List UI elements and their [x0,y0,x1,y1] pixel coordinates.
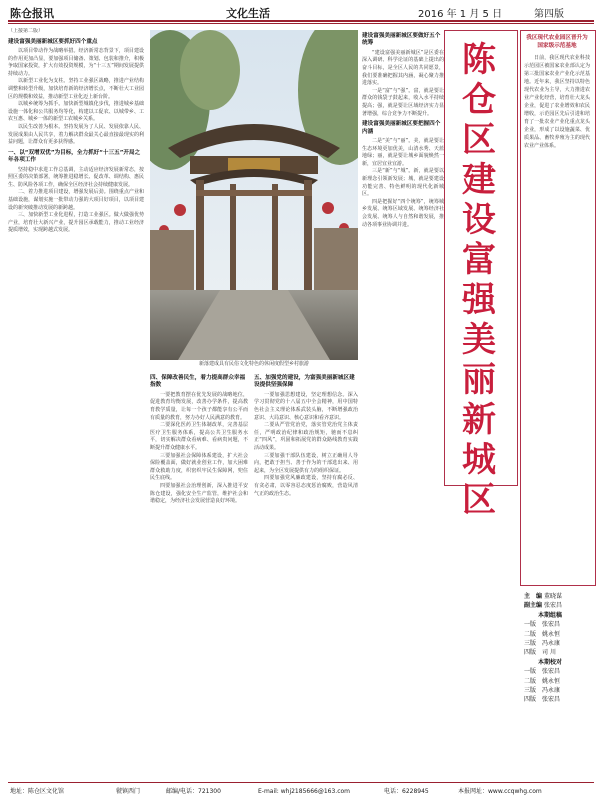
masthead-name: 张宏昌 [542,621,561,629]
masthead [524,592,590,705]
archway-photo [150,30,358,360]
section-heading: 五、加强党的建设，为富强美丽新城区建设提供坚强保障 [254,375,355,389]
feature-title-char: 城 [462,440,496,480]
paragraph: 二是“美”与“丽”。美，就是要让生态环境更加优美，山清水秀、天蓝地绿；丽，就是要让城乡面貌焕然一新，宜居宜业宜游。 [362,137,444,167]
paragraph: 二要深化医药卫生体制改革，完善基层医疗卫生服务体系，提高公共卫生服务水平，切实解决群众看病难、看病贵问题，不断提升群众健康水平。 [150,422,248,451]
masthead-name: 张宏昌 [542,668,561,676]
page-number: 第四版 [534,9,564,20]
paragraph: 四要加强党风廉政建设，坚持有腐必反、有贪必肃，以零容忍态度惩治腐败，营造风清气正的政治生态。 [254,475,358,497]
header-rule [8,20,594,22]
feature-title-char: 陈 [462,40,496,80]
feature-title-char: 设 [462,200,496,240]
feature-title-char: 新 [462,400,496,440]
paragraph: 三要加强社会保障体系建设，扩大社会保险覆盖面，做好就业创业工作，加大困难群众救助力度，织密织牢民生保障网，兜住民生底线。 [150,452,248,482]
article-column-2 [150,372,248,780]
paragraph: 四是把握好“四个统筹”，统筹城乡发展、统筹区域发展、统筹经济社会发展、统筹人与自然和谐发展，推动各项事业协调并进。 [362,198,444,228]
section-heading: 建设富强美丽新城区要做好五个统筹 [362,33,441,47]
paragraph: 坚持稳中求进工作总基调，主动适应经济发展新常态，按照区委的决策部署，统筹推进稳增长、促改革、调结构、惠民生、防风险各项工作，确保全区经济社会持续健康发展。 [8,166,144,188]
masthead-label: 一版 [524,621,537,629]
feature-title-char: 美 [462,320,496,360]
article-column-1 [8,28,144,780]
paragraph: 二要从严管党治党，落实管党治党主体责任，严明政治纪律和政治规矩，驰而不息纠正“四风”，巩固和拓展党的群众路线教育实践活动成果。 [254,422,358,451]
feature-title-char: 仓 [462,80,496,120]
footer-address: 地址：陈仓区文化馆 [10,788,65,795]
masthead-label: 三版 [524,687,537,695]
article-column-4 [362,30,444,780]
section-heading: 建设富强美丽新城区要抓好四个重点 [8,38,98,45]
paragraph: 三是“新”与“城”。新，就是要以新理念引领新发展；城，就是要建设功能完善、特色鲜明的现代化新城区。 [362,168,444,198]
kicker: （上接第二版） [8,28,44,34]
sidebar-headline: 我区现代农业园区晋升为国家级示范基地 [526,35,588,49]
feature-title [448,40,510,520]
footer-postcode: 邮编/电话：721300 [166,788,221,795]
masthead-name: 冯永康 [542,687,561,695]
footer-email: E-mail: whj2185666@163.com [258,788,351,795]
footer-rule [8,782,594,783]
masthead-label: 二版 [524,630,537,638]
news-photo [150,30,358,360]
feature-title-char: 建 [462,160,496,200]
paragraph: 以城乡统筹为抓手。加快新型城镇化步伐，推进城乡基础设施一体化和公共服务均等化，构建以工促农、以城带乡、工农互惠、城乡一体的新型工农城乡关系。 [8,101,144,123]
masthead-label: 三版 [524,640,537,648]
masthead-name: 董晓谋 [543,593,562,600]
feature-title-char: 区 [462,480,496,520]
sidebar-body: 日前，我区现代农业科技示范园区被国家农业部认定为第三批国家农业产业化示范基地。近年来，我区坚持以特色现代农业为主导，大力推进农业产业化经营，培育壮大龙头企业，促进了农业增效和农民增收，示范园区先后引进和培育了一批农业产业化重点龙头企业，形成了以设施蔬菜、优质果品、畜牧养殖为主的现代农业产业体系。 [524,55,590,149]
footer-website: 本报网址：www.ccqwhg.com [458,788,542,795]
section-heading: 建设富强美丽新城区要把握四个内涵 [362,121,441,135]
feature-title-char: 丽 [462,360,496,400]
sidebar-news [524,34,590,150]
page-footer [0,784,602,800]
masthead-name: 张宏昌 [543,602,562,610]
paragraph: 四要加强社会治理创新，深入推进平安陈仓建设，强化安全生产监管，维护社会和谐稳定，为经济社会发展营造良好环境。 [150,482,248,505]
paragraph: 一要把教育摆在优先发展的战略地位，促进教育均衡发展，改善办学条件，提高教育教学质量，让每一个孩子都能享有公平而有质量的教育，努力办好人民满意的教育。 [150,391,248,421]
footer-road: 虢镇西门 [116,788,141,795]
masthead-name: 司 川 [542,649,556,657]
feature-title-char: 区 [462,120,496,160]
masthead-label: 四版 [524,696,537,704]
masthead-group-title: 本期组稿 [538,611,563,619]
masthead-label: 四版 [524,649,537,657]
header-rule-thin [8,23,594,24]
masthead-name: 张宏昌 [542,696,561,704]
masthead-label: 主 编 [524,593,543,600]
paragraph: 三要加强干部队伍建设，树立正确用人导向，把敢于担当、善于作为的干部选出来、用起来，为全区发展提供有力的组织保证。 [254,452,358,474]
section-heading: 四、保障改善民生，着力提高群众幸福指数 [150,375,246,389]
masthead-name: 姚永恒 [542,630,561,638]
masthead-name: 姚永恒 [542,677,561,685]
masthead-label: 一版 [524,668,537,676]
section-heading: 一、以“双增双优”为目标，全力抓好“十三五”开局之年各项工作 [8,149,141,164]
masthead-name: 冯永康 [542,640,561,648]
paper-name: 陈仓报讯 [10,7,54,20]
paragraph: 三、加快新型工业化进程，打造工业强区。做大做强优势产业，培育壮大新兴产业，提升园区承载能力，推动工业经济提质增效，实现跨越式发展。 [8,212,144,234]
paragraph: 以项目带动作为战略举措。经济新常态背景下，项目建设的作用更加凸显，要加强项目储备、策划、包装和推介，积极争取国家投资，扩大有效投资规模，为“十三五”期间发展提供持续动力。 [8,48,144,77]
section-name: 文化生活 [226,7,270,20]
paragraph: “建设富强美丽新城区”是区委在深入调研、科学论证的基础上提出的奋斗目标，是全区人民的共同愿景，我们要准确把握其内涵，凝心聚力推进落实。 [362,49,444,87]
footer-tel: 电话：6228945 [384,788,429,795]
masthead-label: 二版 [524,677,537,685]
paragraph: 以新型工业化为支柱。坚持工业强区战略，推进产业结构调整和转型升级，加快培育新的经济增长点，不断壮大工业园区的规模和效益，推动新型工业化迈上新台阶。 [8,78,144,100]
masthead-label: 副主编 [524,602,543,610]
paragraph: 一是“富”与“强”。富，就是要让群众的钱袋子鼓起来，收入水平持续提高；强，就是要让区域经济实力显著增强，综合竞争力不断提升。 [362,87,444,117]
paragraph: 二、着力推进项目建设，增强发展后劲。围绕重点产业和基础设施，谋划实施一批带动力强的大项目好项目，以项目建设的新突破推动发展的新跨越。 [8,189,144,211]
article-column-3 [254,372,358,780]
feature-title-char: 强 [462,280,496,320]
masthead-proof-title: 本期校对 [538,658,563,666]
paragraph: 一要加强思想建设，坚定理想信念。深入学习贯彻党的十八届五中全会精神，用中国特色社会主义理论体系武装头脑，不断增强政治意识、大局意识、核心意识和看齐意识。 [254,391,358,421]
issue-date: 2016 年 1 月 5 日 [418,9,503,20]
paragraph: 以民生改善为根本。坚持发展为了人民、发展依靠人民、发展成果由人民共享，着力解决群众最关心最直接最现实的利益问题，让群众有更多获得感。 [8,123,144,146]
photo-caption: 新落建成具有民俗文化特色的休闲度假型乡村旅游 [198,361,309,367]
feature-title-char: 富 [462,240,496,280]
